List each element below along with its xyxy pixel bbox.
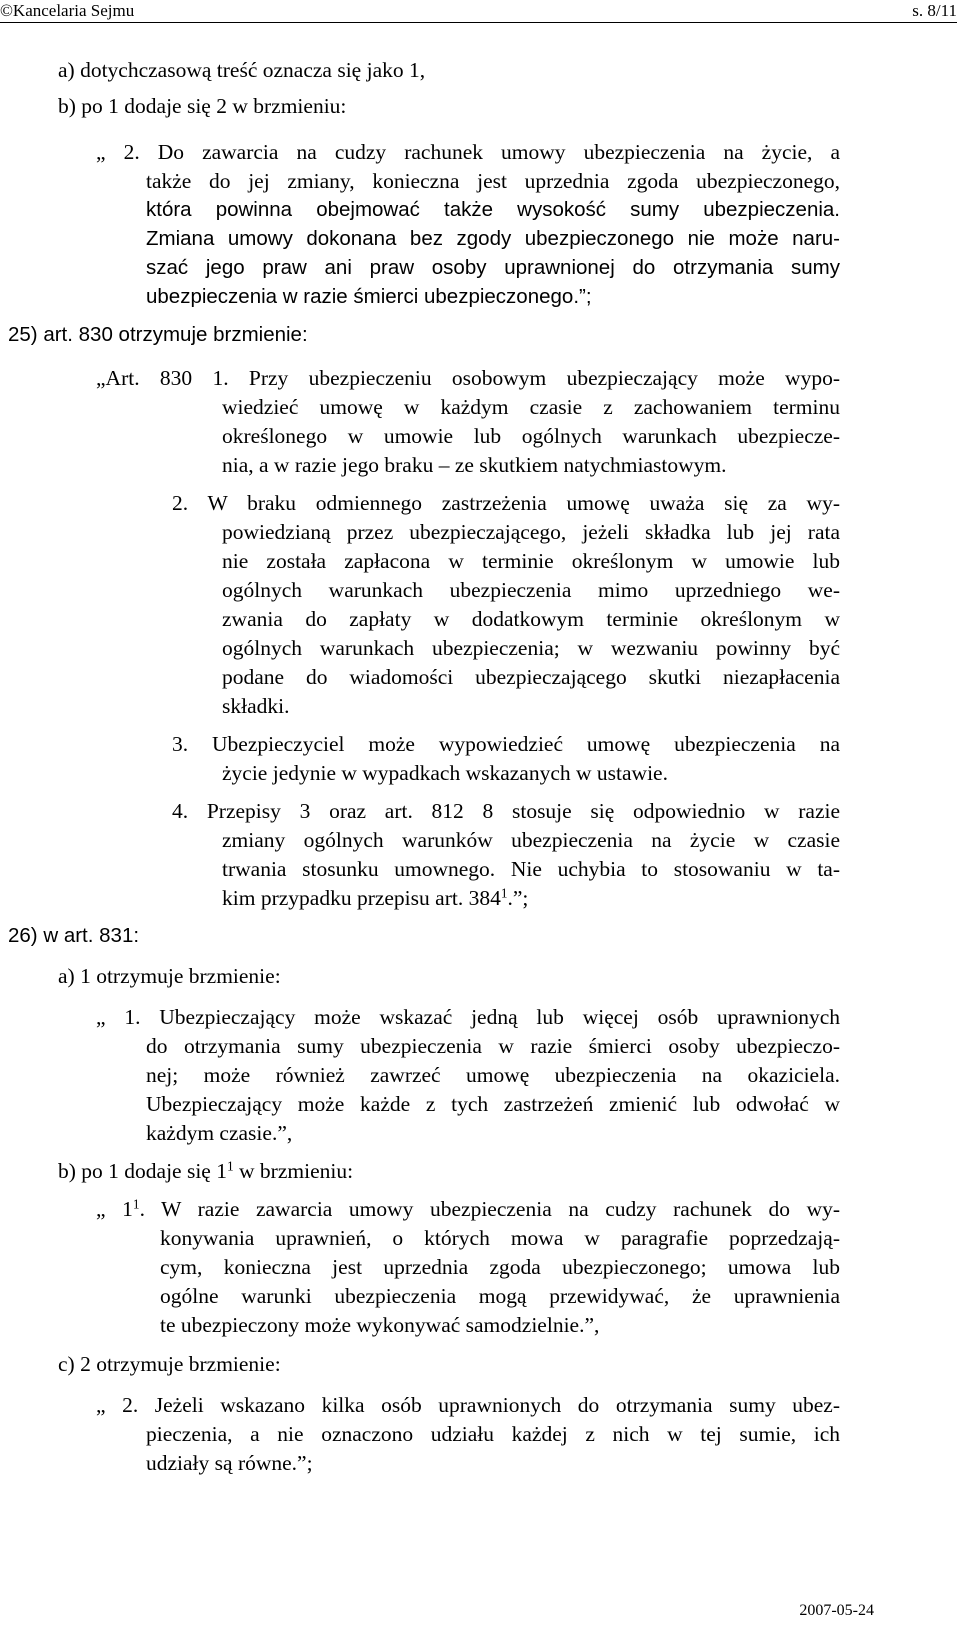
- text-line: kim przypadku przepisu art. $384^1$.”;: [222, 885, 529, 910]
- text-line: 4. Przepisy 3 oraz art. 812 8 stosuje się odpowiednio w razie: [172, 799, 840, 823]
- text-line: nie została zapłacona w terminie określonym w umowie lub: [222, 549, 840, 573]
- page-header: [0, 0, 960, 32]
- text-line: zwania do zapłaty w dodatkowym terminie określonym w: [222, 607, 840, 631]
- text-line: udziały są równe.”;: [146, 1451, 313, 1475]
- text-line: także do jej zmiany, konieczna jest uprzednia zgoda ubezpieczonego,: [146, 169, 840, 193]
- text-line: b) po 1 dodaje się 2 w brzmieniu:: [58, 94, 347, 118]
- text-line: do otrzymania sumy ubezpieczenia w razie śmierci osoby ubezpieczo-: [146, 1034, 840, 1058]
- text-line: trwania stosunku umownego. Nie uchybia to stosowaniu w ta-: [222, 857, 840, 881]
- text-line: 2. W braku odmiennego zastrzeżenia umowę uważa się za wy-: [172, 491, 840, 515]
- text-line: Ubezpieczający może każde z tych zastrzeżeń zmienić lub odwołać w: [146, 1092, 840, 1116]
- text-line: ogólnych warunkach ubezpieczenia mimo uprzedniego we-: [222, 578, 840, 602]
- text-line: nia, a w razie jego braku – ze skutkiem natychmiastowym.: [222, 453, 727, 477]
- header-rule: [0, 22, 957, 23]
- header-copyright: ©Kancelaria Sejmu: [0, 1, 135, 20]
- text-line: „ $1^1$. W razie zawarcia umowy ubezpieczenia na cudzy rachunek do wy-: [96, 1196, 840, 1221]
- text-line: życie jedynie w wypadkach wskazanych w ustawie.: [222, 761, 668, 785]
- text-line: c) 2 otrzymuje brzmienie:: [58, 1352, 281, 1376]
- text-line: „ 2. Jeżeli wskazano kilka osób uprawnionych do otrzymania sumy ubez-: [96, 1393, 840, 1417]
- text-line: „Art. 830 1. Przy ubezpieczeniu osobowym ubezpieczający może wypo-: [96, 366, 840, 390]
- header-page-number: s. 8/11: [912, 1, 957, 20]
- text-line: powiedzianą przez ubezpieczającego, jeżeli składka lub jej rata: [222, 520, 840, 544]
- point-heading: 26) w art. 831:: [8, 924, 140, 947]
- point-heading: 25) art. 830 otrzymuje brzmienie:: [8, 323, 308, 346]
- text-line: określonego w umowie lub ogólnych warunkach ubezpiecze-: [222, 424, 840, 448]
- superscript: 1: [500, 885, 508, 901]
- text-line: „ 1. Ubezpieczający może wskazać jedną lub więcej osób uprawnionych: [96, 1005, 840, 1029]
- text-line: wiedzieć umowę w każdym czasie z zachowaniem terminu: [222, 395, 840, 419]
- text-line: składki.: [222, 694, 290, 718]
- text-line: 3. Ubezpieczyciel może wypowiedzieć umowę ubezpieczenia na: [172, 732, 840, 756]
- text-line: ubezpieczenia w razie śmierci ubezpieczonego.”;: [146, 285, 592, 308]
- text-line: zmiany ogólnych warunków ubezpieczenia na życie w czasie: [222, 828, 840, 852]
- text-line: a) dotychczasową treść oznacza się jako 1,: [58, 58, 426, 82]
- text-line: te ubezpieczony może wykonywać samodzielnie.”,: [160, 1313, 600, 1337]
- text-line: b) po 1 dodaje się $1^1$ w brzmieniu:: [58, 1158, 354, 1183]
- text-line: Zmiana umowy dokonana bez zgody ubezpieczonego nie może naru-: [146, 227, 840, 250]
- text-line: a) 1 otrzymuje brzmienie:: [58, 964, 281, 988]
- text-line: podane do wiadomości ubezpieczającego skutki niezapłacenia: [222, 665, 840, 689]
- superscript: 1: [132, 1196, 140, 1212]
- text-line: nej; może również zawrzeć umowę ubezpieczenia na okaziciela.: [146, 1063, 840, 1087]
- text-line: cym, konieczna jest uprzednia zgoda ubezpieczonego; umowa lub: [160, 1255, 840, 1279]
- text-line: konywania uprawnień, o których mowa w paragrafie poprzedzają-: [160, 1226, 840, 1250]
- text-line: każdym czasie.”,: [146, 1121, 293, 1145]
- footer-date: 2007-05-24: [799, 1602, 874, 1619]
- text-line: ogólnych warunkach ubezpieczenia; w wezwaniu powinny być: [222, 636, 840, 660]
- text-line: „ 2. Do zawarcia na cudzy rachunek umowy ubezpieczenia na życie, a: [96, 140, 840, 164]
- text-line: która powinna obejmować także wysokość sumy ubezpieczenia.: [146, 198, 840, 221]
- superscript: 1: [226, 1158, 234, 1174]
- text-line: szać jego praw ani praw osoby uprawnionej do otrzymania sumy: [146, 256, 840, 279]
- text-line: ogólne warunki ubezpieczenia mogą przewidywać, że uprawnienia: [160, 1284, 840, 1308]
- text-line: pieczenia, a nie oznaczono udziału każdej z nich w tej sumie, ich: [146, 1422, 840, 1446]
